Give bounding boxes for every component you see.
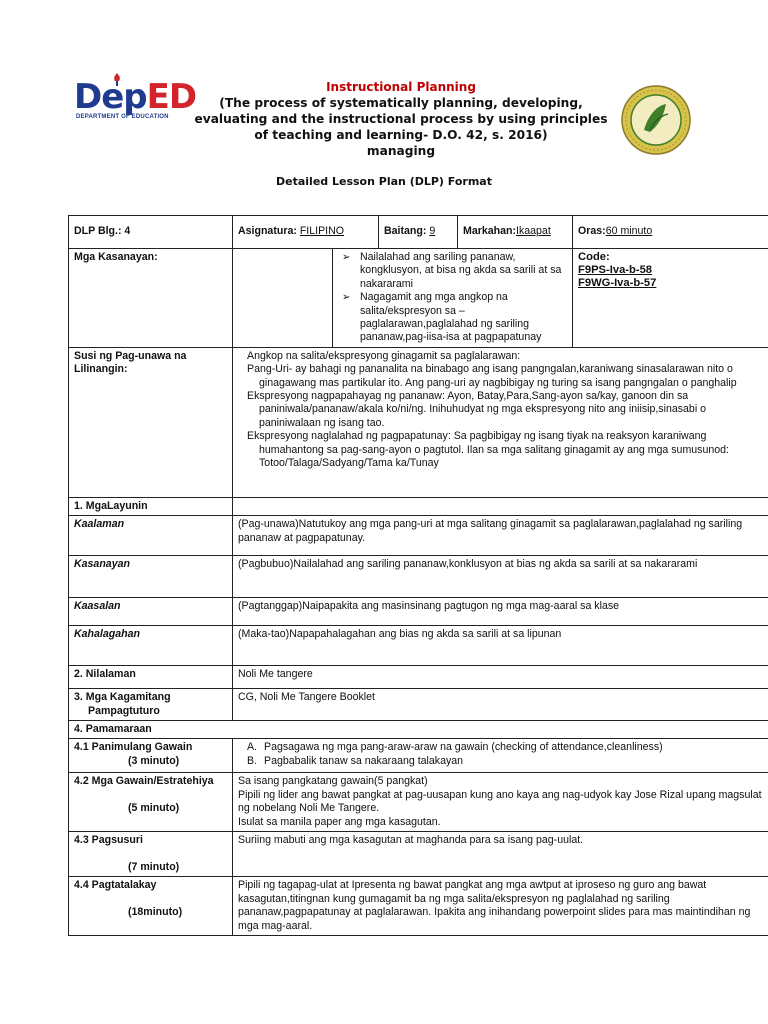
- skills-empty-cell: [233, 249, 333, 348]
- quarter-label: Markahan:: [463, 225, 517, 238]
- skills-row: [69, 249, 768, 348]
- content-label: 2. Nilalaman: [74, 668, 136, 681]
- quarter-value: Ikaapat: [516, 225, 551, 238]
- intro-item: A. Pagsagawa ng mga pang-araw-araw na gawain (checking of attendance,cleanliness): [260, 741, 764, 754]
- activity-time: (5 minuto): [128, 802, 180, 815]
- discussion-label: 4.4 Pagtatalakay: [74, 879, 157, 892]
- skills-list: [338, 251, 567, 345]
- key-line: Ekspresyong naglalahad ng pagpapatunay: Sa pagbibigay ng isang tiyak na reaksyon karaniwang humahantong sa pag-sang-ayon o pagtutol. Ilan sa mga salitang ginagamit ay ang mga sumusunod: Totoo/Talaga/Sadyang/Tama ka/Tunay: [247, 430, 729, 470]
- analysis-text-cell: [233, 832, 768, 877]
- key-label-cell: [69, 347, 233, 497]
- objectives-header-row: [69, 497, 768, 515]
- skill-item: ➢ Nailalahad ang sariling pananaw, kongklusyon, at bisa ng akda sa sarili at sa nakararami: [360, 251, 567, 291]
- objective-text-cell: [233, 626, 768, 666]
- analysis-row: [69, 832, 768, 877]
- activity-line: Sa isang pangkatang gawain(5 pangkat): [238, 775, 428, 788]
- page-header: [0, 0, 768, 200]
- materials-value: CG, Noli Me Tangere Booklet: [238, 691, 375, 704]
- objective-text: (Pagtanggap)Naipapakita ang masinsinang pagtugon ng mga mag-aaral sa klase: [238, 600, 620, 613]
- objective-text-cell: [233, 516, 768, 556]
- activity-row: [69, 773, 768, 832]
- skill-item: ➢ Nagagamit ang mga angkop na salita/ekspresyon sa –paglalarawan,paglalahad ng sariling pananaw,pag-iisa-isa at pagpapatunay: [360, 291, 567, 345]
- intro-item: B. Pagbabalik tanaw sa nakaraang talakayan: [260, 755, 764, 768]
- key-understanding-cell: [233, 347, 768, 497]
- objective-row: [69, 626, 768, 666]
- content-label-cell: [69, 666, 233, 689]
- activity-line: Isulat sa manila paper ang mga kasagutan.: [238, 815, 441, 828]
- procedure-header-row: [69, 721, 768, 739]
- key-understanding-label: Susi ng Pag-unawa na Lilinangin:: [74, 349, 187, 376]
- discussion-row: [69, 877, 768, 936]
- analysis-label: 4.3 Pagsusuri: [74, 834, 143, 847]
- skills-list-cell: [333, 249, 573, 348]
- objective-label: Kaalaman: [74, 518, 125, 531]
- materials-label-cell: [69, 689, 233, 721]
- instructional-planning-description: (The process of systematically planning, developing, evaluating and the instructional process by using principles of teaching and learning- D.O. 42, s. 2016): [194, 96, 608, 142]
- discussion-time: (18minuto): [128, 906, 183, 919]
- objective-label-cell: [69, 516, 233, 556]
- activity-text-cell: [233, 773, 768, 832]
- objective-text-cell: [233, 556, 768, 598]
- time-label: Oras:: [578, 225, 606, 238]
- objective-row: [69, 556, 768, 598]
- dlp-format-title: Detailed Lesson Plan (DLP) Format: [276, 175, 492, 188]
- code-cell: [573, 249, 768, 348]
- analysis-label-cell: [69, 832, 233, 877]
- intro-list: [238, 741, 764, 768]
- activity-label: 4.2 Mga Gawain/Estratehiya: [74, 775, 214, 788]
- intro-label-cell: [69, 739, 233, 773]
- procedure-label: 4. Pamamaraan: [74, 723, 152, 736]
- objective-text: (Pagbubuo)Nailalahad ang sariling pananaw,konklusyon at bias ng akda sa sarili at sa nakararami: [238, 558, 698, 571]
- dlp-header-row: [69, 216, 768, 249]
- grade-value: 9: [429, 225, 436, 238]
- subject-cell: [233, 216, 379, 249]
- intro-row: [69, 739, 768, 773]
- grade-label: Baitang:: [384, 225, 427, 238]
- deped-logo: [74, 77, 197, 126]
- objective-label-cell: [69, 598, 233, 626]
- subject-value: FILIPINO: [299, 225, 344, 238]
- discussion-label-cell: [69, 877, 233, 936]
- grade-cell: [379, 216, 458, 249]
- materials-label-continued: Pampagtuturo: [88, 704, 160, 717]
- objective-text: (Pag-unawa)Natutukoy ang mga pang-uri at mga salitang ginagamit sa paglalarawan,paglalahad ng sariling pananaw at pagpapatunay.: [238, 518, 743, 544]
- quarter-cell: [458, 216, 573, 249]
- intro-list-cell: [233, 739, 768, 773]
- code-item: F9WG-Iva-b-57: [578, 277, 657, 289]
- procedure-label-cell: [69, 721, 768, 739]
- content-value: Noli Me tangere: [238, 668, 313, 681]
- objective-label: Kasanayan: [74, 558, 130, 571]
- materials-value-cell: [233, 689, 768, 721]
- objective-label-cell: [69, 556, 233, 598]
- objective-text: (Maka-tao)Napapahalagahan ang bias ng akda sa sarili at sa lipunan: [238, 628, 562, 641]
- materials-row: [69, 689, 768, 721]
- dlp-number-cell: [69, 216, 233, 249]
- activity-line: Pipili ng lider ang bawat pangkat at pag-uusapan kung ano kaya ang nag-udyok kay Jose Rizal upang magsulat ng nobelang Noli Me Tangere.: [238, 788, 762, 815]
- intro-time: (3 minuto): [128, 754, 180, 767]
- intro-label: 4.1 Panimulang Gawain: [74, 741, 193, 754]
- department-of-education-seal: [620, 84, 692, 156]
- instructional-planning-title: Instructional Planning: [326, 80, 476, 94]
- objective-label: Kaasalan: [74, 600, 121, 613]
- key-line: Ekspresyong nagpapahayag ng pananaw: Ayon, Batay,Para,Sang-ayon sa/kay, ganoon din sa paniniwala/pananaw/akala ko/ni/ng. Inihuhudyat ng mga ekspresyong nito ang iniisip,sinasabi o paniniwalaan ng isang tao.: [247, 390, 707, 429]
- skills-label: Mga Kasanayan:: [74, 251, 158, 263]
- skills-label-cell: [69, 249, 233, 348]
- key-line: Pang-Uri- ay bahagi ng pananalita na binabago ang isang pangngalan,karaniwang sinasalarawan nito o ginagawang mas partikular ito. Ang pang-uri ay nagbibigay ng turing sa isang pangngalan o panghalip: [247, 363, 737, 389]
- objectives-empty-cell: [233, 497, 768, 515]
- code-label: Code:: [578, 251, 610, 263]
- analysis-text: Suriing mabuti ang mga kasagutan at maghanda para sa isang pag-uulat.: [238, 834, 584, 847]
- objective-text-cell: [233, 598, 768, 626]
- objective-row: [69, 598, 768, 626]
- time-cell: [573, 216, 768, 249]
- deped-logo-tagline: DEPARTMENT OF EDUCATION: [76, 114, 169, 120]
- dlp-table: [68, 215, 768, 936]
- discussion-text-cell: [233, 877, 768, 936]
- key-line: Angkop na salita/ekspresyong ginagamit sa paglalarawan:: [247, 349, 521, 362]
- title-block: [186, 80, 616, 159]
- discussion-text: Pipili ng tagapag-ulat at Ipresenta ng bawat pangkat ang mga awtput at iproseso ng guro ang bawat kasagutan,titingnan kung gumagamit ba ng mga salita/ekspresyon ng paglalahad ng sariling pananaw,pagpapatunay at paglalarawan. Ipakita ang inihandang powerpoint slides para mas maintindihan ng mga mag-aaral.: [238, 879, 751, 932]
- content-value-cell: [233, 666, 768, 689]
- objectives-label-cell: [69, 497, 233, 515]
- code-item: F9PS-Iva-b-58: [578, 264, 653, 276]
- key-understanding-row: [69, 347, 768, 497]
- objective-label: Kahalagahan: [74, 628, 140, 641]
- objective-label-cell: [69, 626, 233, 666]
- content-row: [69, 666, 768, 689]
- objectives-label: 1. MgaLayunin: [74, 499, 148, 512]
- analysis-time: (7 minuto): [128, 860, 180, 873]
- instructional-planning-description-extra: managing: [366, 144, 436, 158]
- dlp-number: DLP Blg.: 4: [74, 225, 131, 238]
- activity-label-cell: [69, 773, 233, 832]
- objective-row: [69, 516, 768, 556]
- deped-logo-text: DepED: [74, 77, 197, 117]
- subject-label: Asignatura:: [238, 225, 297, 238]
- materials-label: 3. Mga Kagamitang: [74, 691, 171, 704]
- time-value: 60 minuto: [605, 225, 653, 238]
